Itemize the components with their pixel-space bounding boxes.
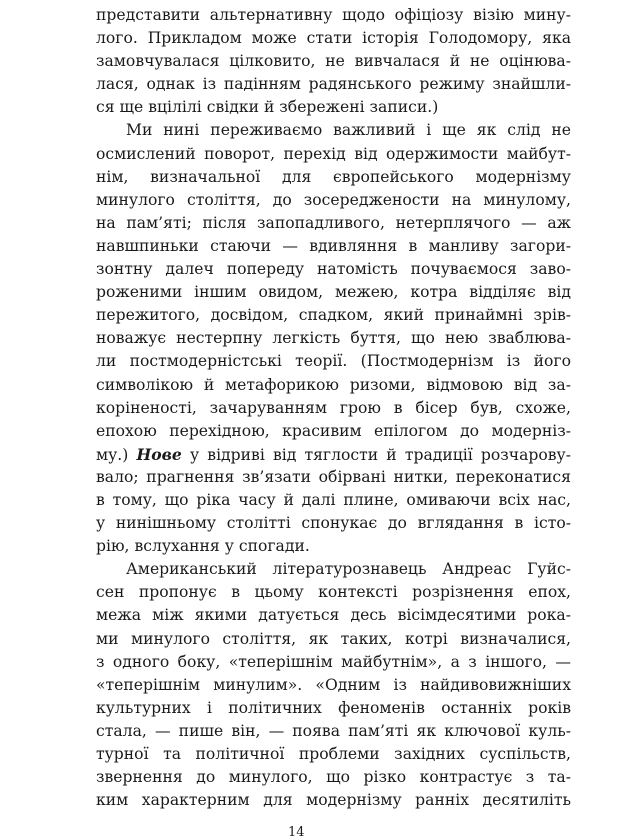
text-line: представити альтернативну щодо офіціозу візію мину- — [96, 6, 571, 24]
text-line: ся ще вцілілі свідки й збережені записи.) — [96, 98, 439, 117]
text-line: турної та політичної проблеми західних суспільств, — [96, 745, 571, 763]
text-line: у нинішньому столітті спонукає до вглядання в істо- — [96, 514, 571, 533]
text-line: роженими іншим овидом, межею, котра відділяє від — [96, 283, 571, 302]
text-line: зонтну далеч попереду натомість почуваємося заво- — [96, 260, 571, 279]
text-line: «теперішнім минулим». «Одним із найдивовижніших — [96, 675, 571, 694]
body-text — [96, 4, 571, 812]
emphasized-word: Нове — [136, 444, 182, 464]
text-line: в тому, що ріка часу й далі плине, омиваючи всіх нас, — [96, 490, 571, 509]
text-line: вало; прагнення зв’язати обірвані нитки, переконатися — [96, 467, 571, 486]
text-line: лого. Прикладом може стати історія Голодомору, яка — [96, 29, 571, 48]
text-line: осмислений поворот, перехід від одержимости майбут- — [96, 144, 571, 163]
text-line: символікою й метафорикою ризоми, відмовою від за- — [96, 375, 571, 394]
text-fragment: у відриві від тяглости й традиції розчарову- — [189, 445, 571, 464]
text-line: ми минулого століття, як таких, котрі визначалися, — [96, 629, 571, 648]
text-line: стала, — пише він, — поява пам’яті як ключової куль- — [96, 721, 571, 740]
text-line: Ми нині переживаємо важливий і ще як слід не — [126, 121, 571, 140]
text-line: замовчувалася цілковито, не вивчалася й не оцінюва- — [96, 52, 571, 71]
text-line: звернення до минулого, що різко контрастує з та- — [96, 768, 571, 787]
text-line: на пам’яті; після запопадливого, нетерплячого — аж — [96, 213, 571, 232]
text-line: навшпиньки стаючи — вдивляння в манливу загори- — [96, 236, 571, 255]
text-line: рію, вслухання у спогади. — [96, 537, 310, 556]
text-line: ли постмодерністські теорії. (Постмодернізм із його — [96, 352, 571, 371]
paragraph — [96, 119, 571, 558]
text-line: з одного боку, «теперішнім майбутнім», а з іншого, — — [96, 652, 571, 671]
paragraph — [96, 4, 571, 119]
text-line: коріненості, зачаруванням грою в бісер був, схоже, — [96, 398, 571, 417]
text-line: сен пропонує в цьому контексті розрізнення епох, — [96, 583, 571, 602]
text-line: культурних і політичних феноменів останніх років — [96, 698, 571, 717]
text-line: новажує нестерпну легкість буття, що нею зваблюва- — [96, 329, 571, 348]
text-line: ким характерним для модернізму ранніх десятиліть — [96, 791, 571, 810]
text-line: межа між якими датується десь вісімдесятими рока- — [96, 606, 571, 625]
text-line: лася, однак із падінням радянського режиму знайшли- — [96, 75, 571, 94]
page-number: 14 — [288, 825, 305, 840]
text-line: епохою перехідною, красивим епілогом до модерніз- — [96, 421, 571, 440]
text-line: минулого століття, до зосереджености на минулому, — [96, 190, 571, 209]
text-line-with-emphasis — [96, 443, 571, 466]
text-line: пережитого, досвідом, спадком, який принаймні зрів- — [96, 306, 571, 325]
text-fragment: му.) — [96, 445, 129, 464]
text-line: Американський літературознавець Андреас Гуйс- — [126, 560, 571, 579]
paragraph — [96, 558, 571, 812]
text-line: нім, визначальної для європейського модернізму — [96, 167, 571, 186]
